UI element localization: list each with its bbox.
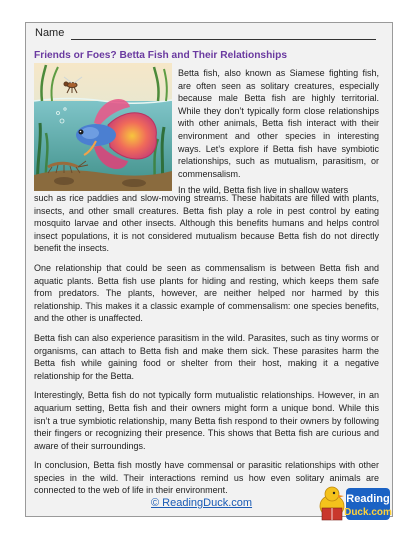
- name-row: [31, 27, 385, 43]
- paragraph-intro: Betta fish, also known as Siamese fighting fish, are often seen as solitary creatures, especially because male Betta fish are highly territorial. While they don’t typically form close relationships with other animals, Betta fish interact with their environment and other species in interesting ways. Let’s explore if Betta fish have symbiotic relationships, such as mutualism, parasitism, or commensalism.: [178, 68, 379, 179]
- name-line[interactable]: [71, 39, 376, 40]
- page-title: Friends or Foes? Betta Fish and Their Relationships: [34, 50, 288, 61]
- paragraph-conclusion: In conclusion, Betta fish mostly have commensal or parasitic relationships with other species in the wild. Their interactions remind us how even solitary animals are connected to the web of life in their environment.: [34, 460, 379, 496]
- paragraph-habitat: such as rice paddies and slow-moving streams. These habitats are filled with plants, insects, and other small creatures. Betta fish play a role in pest control by eating mosquito larvae and other insects. Although this benefits humans and helps control insect populations, it is not considered mutualism because Betta fish do not directly benefit the insects.: [34, 193, 379, 254]
- paragraph-habitat-start: In the wild, Betta fish live in shallow waters: [178, 185, 349, 196]
- paragraph-mutualism: Interestingly, Betta fish do not typically form mutualistic relationships. However, in an aquarium setting, Betta fish and their owners might form a unique bond. While this isn’t a true symbiotic relationship, many Betta fish respond to their owners by following their fingers or recognizing their presence. This shows that Betta fish are curious and aware of their surroundings.: [34, 390, 379, 451]
- body-text: [34, 192, 379, 497]
- name-label: Name: [35, 27, 65, 39]
- paragraph-parasitism: Betta fish can also experience parasitism in the wild. Parasites, such as tiny worms or organisms, can attach to Betta fish and make them sick. These parasites harm the Betta fish while gaining food or shelter from their host, making it a negative relationship for the Betta.: [34, 332, 379, 381]
- logo-text-duck: Duck.com: [344, 507, 392, 518]
- paragraph-commensalism: One relationship that could be seen as commensalism is between Betta fish and aquatic plants. Betta fish use plants for hiding and resting, which keeps them safe from predators. The plants, however, are neither helped nor harmed by this relationship. This makes it a classic example of commensalism: one species benefits, and the other is unaffected.: [34, 262, 379, 324]
- betta-fish-illustration: [34, 63, 172, 191]
- intro-text: [178, 67, 379, 197]
- reading-duck-logo: [318, 482, 392, 526]
- readingduck-link[interactable]: © ReadingDuck.com: [151, 497, 253, 509]
- logo-text-reading: Reading: [346, 493, 390, 505]
